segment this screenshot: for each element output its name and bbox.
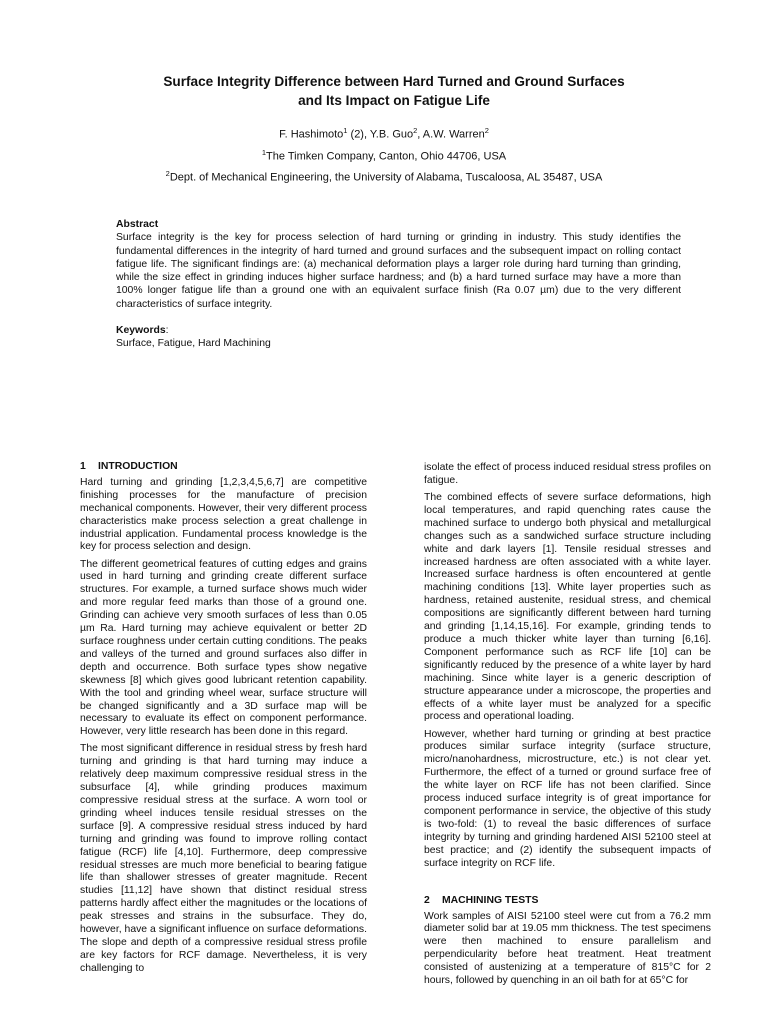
paper-title [60, 72, 728, 110]
abstract [116, 218, 681, 311]
author-1-affil: 1 [343, 126, 348, 135]
section-title: MACHINING TESTS [442, 894, 539, 906]
affiliation-1-text: The Timken Company, Canton, Ohio 44706, USA [266, 150, 507, 163]
paragraph: The combined effects of severe surface deformations, high local temperatures, and rapid quenching rates cause the machined surface to undergo both physical and metallurgical changes such as a sandwiched surface structure including white and dark layers [1]. Tensile residual stresses and increased hardness are often associated with a white layer. Increased surface hardness is often encountered at gentle machining conditions [13]. White layer properties such as hardness, retained austenite, residual stress, and chemical compositions are significantly different between hard turning and grinding [1,14,15,16]. For example, grinding tends to produce a much thicker white layer than turning [6,16]. Component performance such as RCF life [10] can be significantly reduced by the presence of a white layer by hard machining. Since white layer is a generic description of structure appearance under a microscope, the properties and effects of a white layer must be analyzed for a specific process and operational loading. [424, 492, 711, 723]
section-title: INTRODUCTION [98, 461, 178, 472]
paragraph: The most significant difference in residual stress by fresh hard turning and grinding is that hard turning may induce a relatively deep maximum compressive residual stress in the subsurface [4], while grinding produces maximum compressive residual stress at the surface. A worn tool or grinding wheel induces tensile residual stresses on the surface [9]. A compressive residual stress induced by hard turning and grinding was found to improve rolling contact fatigue (RCF) life [4,10]. Furthermore, deep compressive residual stresses are much more beneficial to bearing fatigue life than shallower stresses of greater magnitude. Recent studies [11,12] have shown that distinct residual stress patterns hardly affect either the magnitudes or the locations of peak stresses and strains in the subsurface. They do, however, have a significant influence on surface deformations. The slope and depth of a compressive residual stress profile are key factors for RCF damage. Nevertheless, it is very challenging to [80, 743, 367, 974]
paragraph: Work samples of AISI 52100 steel were cut from a 76.2 mm diameter solid bar at 19.05 mm thickness. The test specimens were then machined to ensure parallelism and perpendicularity before heat treatment. Heat treatment consisted of austenizing at a temperature of 815°C for 2 hours, followed by quenching in an oil bath for at 65°C for [424, 910, 711, 987]
author-2: Y.B. Guo [369, 128, 414, 141]
author-list [40, 122, 728, 144]
abstract-heading: Abstract [116, 219, 159, 230]
keywords-colon: : [165, 325, 169, 336]
affiliation-2-mark: 2 [165, 169, 170, 179]
author-2-affil: 2 [413, 126, 418, 135]
section-machining-tests-heading [424, 895, 711, 908]
author-1: F. Hashimoto [279, 128, 344, 141]
affiliation-1 [40, 144, 728, 166]
keywords-text: Surface, Fatigue, Hard Machining [116, 338, 271, 350]
keywords-heading: Keywords [116, 325, 166, 336]
author-separator: , [417, 128, 423, 141]
right-column [424, 462, 711, 992]
section-number: 2 [424, 894, 430, 906]
author-3-affil: 2 [484, 126, 489, 135]
paragraph: However, whether hard turning or grinding at best practice produces similar surface integrity (surface structure, micro/nanohardness, microstructure, etc.) is not clear yet. Furthermore, the effect of a turned or ground surface free of the white layer on RCF life has not been clarified. Since process induced surface integrity is of great importance for component performance in service, the objective of this study is two-fold: (1) to reveal the basic differences of surface integrity by turning and grinding hardened AISI 52100 steel at best practice; and (2) identify the subsequent impacts of surface integrity on RCF life. [424, 728, 711, 869]
section-number: 1 [80, 461, 86, 472]
keywords [116, 324, 681, 351]
affiliation-1-mark: 1 [261, 147, 267, 157]
author-block [40, 122, 728, 187]
paragraph: isolate the effect of process induced residual stress profiles on fatigue. [424, 462, 711, 486]
affiliation-2-text: Dept. of Mechanical Engineering, the University of Alabama, Tuscaloosa, AL 35487, USA [169, 171, 603, 184]
author-3: A.W. Warren [422, 128, 485, 141]
section-introduction-heading [80, 461, 367, 474]
abstract-text: Surface integrity is the key for process selection of hard turning or grinding in industry. This study identifies the fundamental differences in the integrity of hard turned and ground surfaces and the subsequent impact on rolling contact fatigue life. The significant findings are: (a) mechanical deformation plays a larger role during hard turning than grinding, while the size effect in grinding induces higher surface hardness; and (b) a hard turned surface may have a more than 100% longer fatigue life than a ground one with an equivalent surface finish (Ra 0.07 µm) due to the very different characteristics of surface integrity. [116, 232, 681, 310]
affiliation-2 [40, 165, 728, 187]
paragraph: Hard turning and grinding [1,2,3,4,5,6,7] are competitive finishing processes for the manufacture of precision mechanical components. However, their very different process characteristics make process selection a great challenge in industrial application. Fundamental process knowledge is the key for process selection and design. [80, 476, 367, 553]
section-spacer [424, 875, 711, 895]
title-line-1: Surface Integrity Difference between Hard Turned and Ground Surfaces [163, 74, 625, 89]
paragraph: The different geometrical features of cutting edges and grains used in hard turning and grinding create different surface structures. For example, a turned surface shows much wider and more regular feed marks than those of a ground one. Grinding can achieve very smooth surfaces of less than 0.05 µm Ra. Hard turning may achieve equivalent or better 2D surface roughness under certain cutting conditions. The peaks and valleys of the turned and ground surfaces also differ in depth and occurrence. Both surface types show negative skewness [8] which gives good lubricant retention capability. With the tool and grinding wheel wear, surface structure will be changed significantly and a 3D surface map will be necessary to evaluate its effect on component performance. However, very little research has been done in this regard. [80, 558, 367, 738]
left-column [80, 461, 367, 980]
author-1-note: (2), [347, 128, 370, 141]
title-line-2: and Its Impact on Fatigue Life [298, 93, 490, 108]
